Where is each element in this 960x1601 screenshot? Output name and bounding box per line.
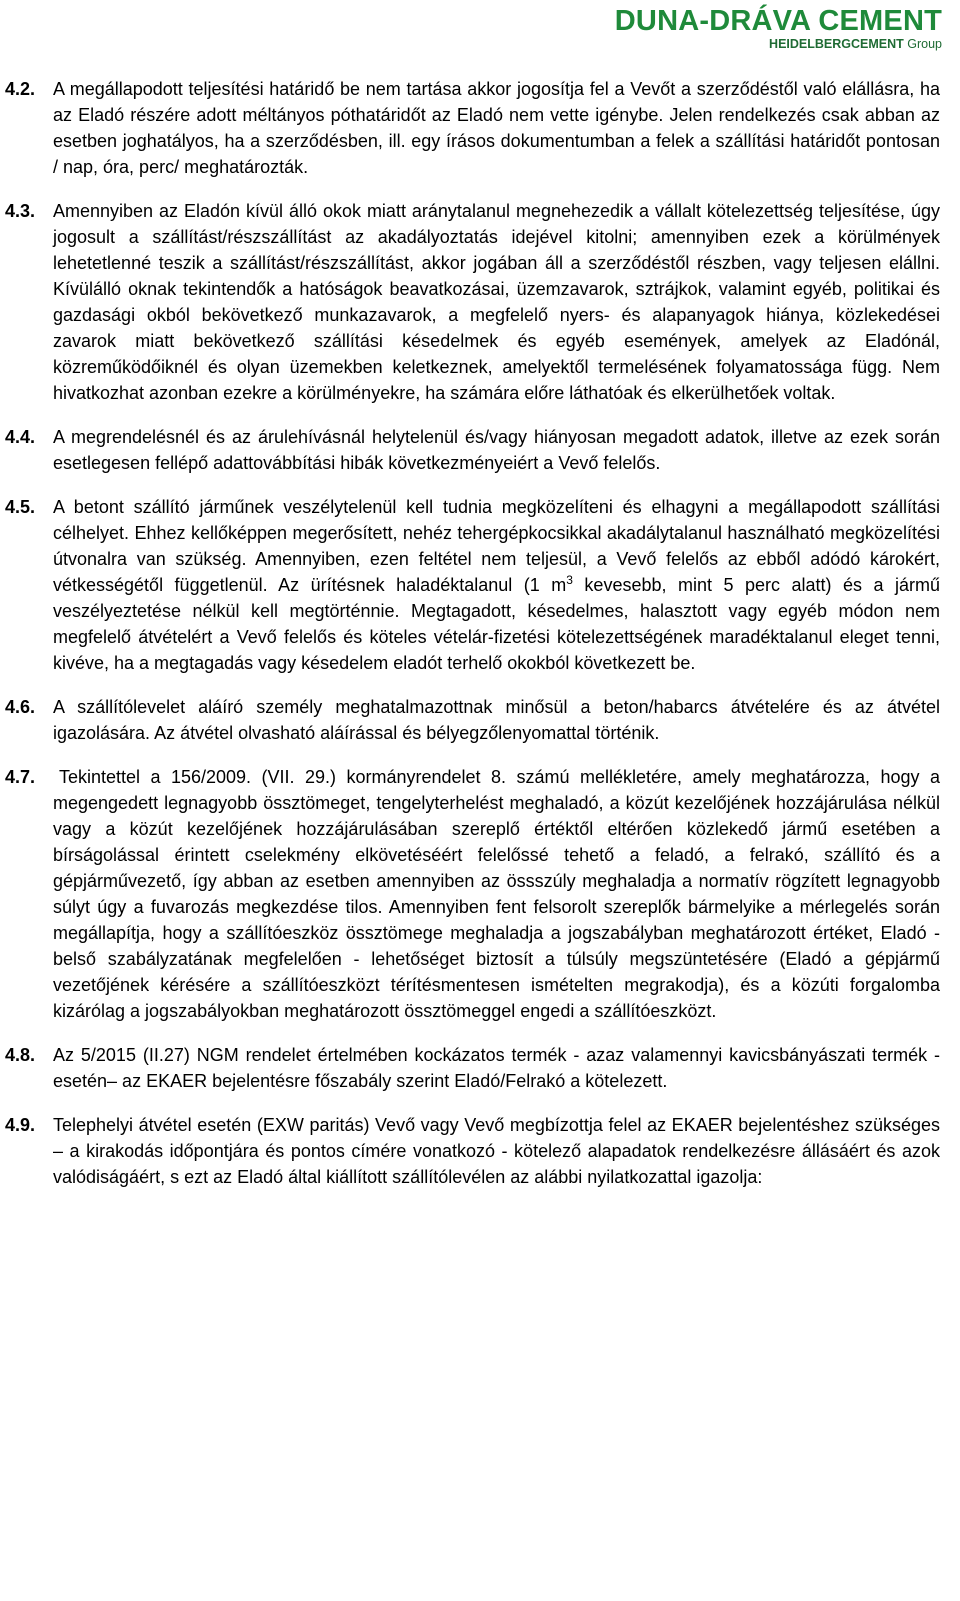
section-4-4 <box>0 424 960 476</box>
section-text: Tekintettel a 156/2009. (VII. 29.) kormányrendelet 8. számú mellékletére, amely meghatározza, hogy a megengedett legnagyobb össztömeget, tengelyterhelést meghaladó, a közút kezelőjének hozzájárulása nélkül vagy a közút kezelőjének hozzájárulásában szereplő értéktől eltérően közlekedő jármű esetében a bírságolással érintett cselekmény elkövetéséért felelőssé tehető a feladó, a felrakó, szállító és a gépjárművezető, így abban az esetben amennyiben az össszúly meghaladja a normatív rögzített legnagyobb súlyt úgy a fuvarozás megkezdése tilos. Amennyiben fent felsorolt szereplők bármelyike a mérlegelés során megállapítja, hogy a szállítóeszköz össztömege meghaladja a jogszabályban meghatározott értéket, Eladó - belső szabályzatának megfelelően - lehetőséget biztosít a túlsúly megszüntetésére (Eladó a gépjármű vezetőjének kérésére a szállítóeszközt térítésmentesen ismételten megrakodja), és a közúti forgalomba kizárólag a jogszabályokban meghatározott össztömeggel engedi a szállítóeszközt. <box>53 767 940 1021</box>
superscript-cubic: 3 <box>566 573 573 587</box>
section-4-2 <box>0 76 960 180</box>
section-text: A megrendelésnél és az árulehívásnál helytelenül és/vagy hiányosan megadott adatok, illetve az ezek során esetlegesen fellépő adattovábbítási hibák következményeiért a Vevő felelős. <box>53 427 940 473</box>
section-text-part-1: A betont szállító járműnek veszélytelenül kell tudnia megközelíteni és elhagyni a megállapodott szállítási célhelyet. Ehhez kellőképpen megerősített, nehéz tehergépkocsikkal akadálytalanul használható megközelítési útvonalra van szükség. Amennyiben, ezen feltétel nem teljesül, a Vevő felelős az ebből adódó károkért, vétkességétől függetlenül. Az ürítésnek haladéktalanul (1 m <box>53 497 940 595</box>
logo-sub-rest: Group <box>903 37 942 51</box>
company-logo <box>615 6 942 51</box>
section-4-6 <box>0 694 960 746</box>
section-4-3 <box>0 198 960 406</box>
section-number: 4.3. <box>5 201 36 221</box>
logo-sub-strong: HEIDELBERGCEMENT <box>769 37 904 51</box>
section-text-part-2: kevesebb, mint 5 perc alatt) és a jármű veszélyeztetése nélkül kell megtörténnie. Megtagadott, késedelmes, halasztott vagy egyéb módon nem megfelelő átvételért a Vevő felelős és köteles vételár-fizetési kötelezettségének maradéktalanul eleget tenni, kivéve, ha a megtagadás vagy késedelem eladót terhelő okokból következett be. <box>53 575 941 673</box>
section-text: A szállítólevelet aláíró személy meghatalmazottnak minősül a beton/habarcs átvételére és az átvétel igazolására. Az átvétel olvasható aláírással és bélyegzőlenyomattal történik. <box>53 697 940 743</box>
section-number: 4.6. <box>5 697 36 717</box>
section-4-7 <box>0 764 960 1024</box>
section-text: Az 5/2015 (II.27) NGM rendelet értelmében kockázatos termék - azaz valamennyi kavicsbányászati termék - esetén– az EKAER bejelentésre főszabály szerint Eladó/Felrakó a kötelezett. <box>53 1045 940 1091</box>
section-number: 4.7. <box>5 767 36 787</box>
section-4-8 <box>0 1042 960 1094</box>
section-text: Amennyiben az Eladón kívül álló okok miatt aránytalanul megnehezedik a vállalt kötelezettség teljesítése, úgy jogosult a szállítást/részszállítást az akadályoztatás idejével kitolni; amennyiben ezek a körülmények lehetetlenné teszik a szállítást/részszállítást, akkor jogában áll a szerződéstől részben, vagy teljesen elállni. Kívülálló oknak tekintendők a hatóságok beavatkozásai, üzemzavarok, sztrájkok, valamint egyéb, politikai és gazdasági okból bekövetkező munkazavarok, a megfelelő nyers- és alapanyagok hiánya, közlekedései zavarok miatt bekövetkező szállítási késedelmek és egyéb események, amelyek az Eladónál, közreműködőiknél és olyan üzemekben keletkeznek, amelyektől termelésének folyamatossága függ. Nem hivatkozhat azonban ezekre a körülményekre, ha számára előre láthatóak és elkerülhetőek voltak. <box>53 201 940 403</box>
document-body <box>0 76 960 1208</box>
section-number: 4.4. <box>5 427 36 447</box>
section-number: 4.9. <box>5 1115 36 1135</box>
section-text <box>53 494 940 676</box>
section-text: Telephelyi átvétel esetén (EXW paritás) Vevő vagy Vevő megbízottja felel az EKAER bejelentéshez szükséges – a kirakodás időpontjára és pontos címére vonatkozó - kötelező alapadatok rendelkezésre állásáért és azok valódiságáért, s ezt az Eladó által kiállított szállítólevélen az alábbi nyilatkozattal igazolja: <box>53 1115 940 1187</box>
section-number: 4.2. <box>5 79 36 99</box>
section-4-9 <box>0 1112 960 1190</box>
section-number: 4.5. <box>5 497 36 517</box>
section-4-5 <box>0 494 960 676</box>
logo-sub-text <box>615 37 942 51</box>
logo-main-text: DUNA-DRÁVA CEMENT <box>614 5 942 37</box>
section-text: A megállapodott teljesítési határidő be nem tartása akkor jogosítja fel a Vevőt a szerződéstől való elállásra, ha az Eladó részére adott méltányos póthatáridőt az Eladó nem vette igénybe. Jelen rendelkezés csak abban az esetben joghatályos, ha a szerződésben, ill. egy írásos dokumentumban a felek a szállítási határidőt pontosan / nap, óra, perc/ meghatározták. <box>53 79 940 177</box>
section-number: 4.8. <box>5 1045 36 1065</box>
